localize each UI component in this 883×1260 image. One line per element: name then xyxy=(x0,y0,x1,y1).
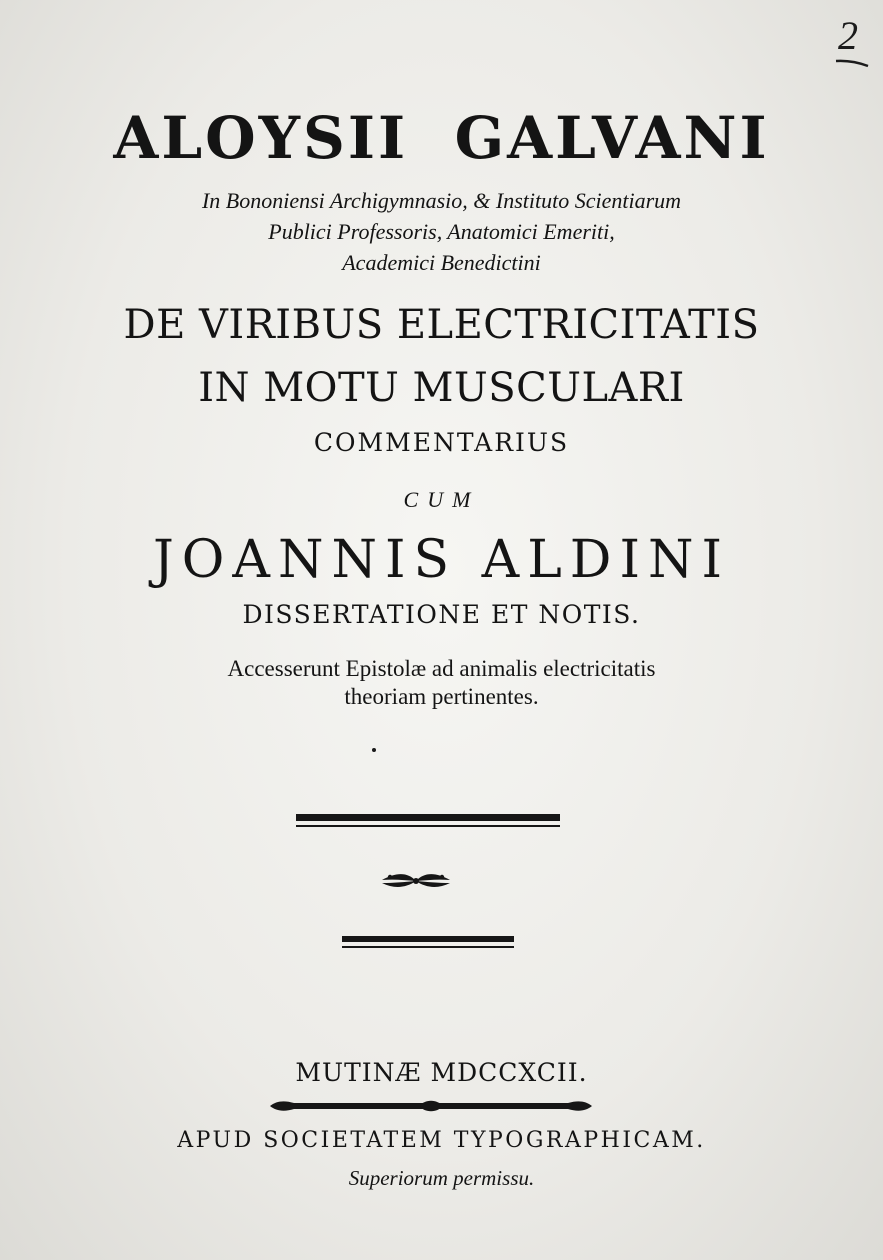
double-rule-lower-thick xyxy=(342,936,514,942)
author-last-name: GALVANI xyxy=(454,104,770,172)
title-line-1: DE VIRIBUS ELECTRICITATIS xyxy=(123,302,760,348)
accesserunt-line-1: Accesserunt Epistolæ ad animalis electricitatis xyxy=(227,656,656,681)
page-number-underline xyxy=(834,58,870,68)
title-line-2: IN MOTU MUSCULARI xyxy=(198,365,685,411)
page-number: 2 xyxy=(838,13,858,58)
affiliation-line-1: In Bononiensi Archigymnasio, & Instituto Scientiarum xyxy=(201,188,682,213)
imprint-permission: Superiorum permissu. xyxy=(348,1166,535,1190)
author-first-name: ALOYSII xyxy=(113,104,409,172)
imprint-publisher: APUD SOCIETATEM TYPOGRAPHICAM. xyxy=(177,1128,706,1153)
coauthor-work: DISSERTATIONE ET NOTIS. xyxy=(242,600,641,629)
affiliation-line-2: Publici Professoris, Anatomici Emeriti, xyxy=(268,219,615,244)
coauthor-name: JOANNIS ALDINI xyxy=(152,530,731,590)
accesserunt-line-2: theoriam pertinentes. xyxy=(344,684,539,709)
swelled-rule xyxy=(270,1097,592,1115)
title-commentarius: COMMENTARIUS xyxy=(313,428,570,457)
double-rule-upper-thin xyxy=(296,825,560,827)
double-rule-lower-thin xyxy=(342,946,514,948)
affiliation-line-3: Academici Benedictini xyxy=(342,250,541,275)
imprint-place-date: MUTINÆ MDCCXCII. xyxy=(295,1058,588,1087)
ink-dot xyxy=(372,748,376,752)
floral-ornament-icon xyxy=(376,868,456,894)
double-rule-upper-thick xyxy=(296,814,560,821)
author-name xyxy=(0,104,883,172)
conjunction-cum: CUM xyxy=(403,487,480,512)
